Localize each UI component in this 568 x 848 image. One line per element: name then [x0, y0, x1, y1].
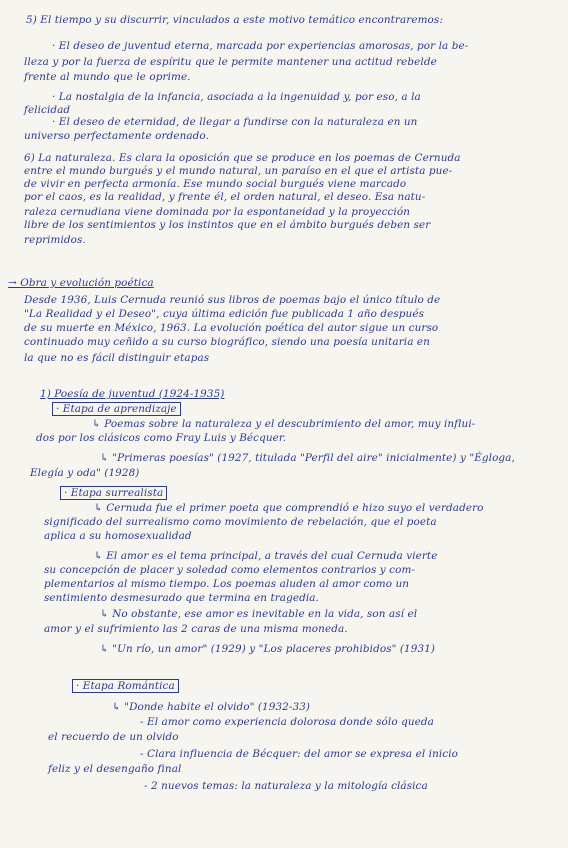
text-line: Desde 1936, Luis Cernuda reunió sus libros de poemas bajo el único título de — [24, 294, 441, 306]
text-line: ↳ El amor es el tema principal, a través del cual Cernuda vierte — [94, 550, 438, 562]
text-line: felicidad — [24, 104, 71, 116]
text-line: de vivir en perfecta armonía. Ese mundo social burgués viene marcado — [24, 178, 407, 190]
stage-label — [60, 487, 167, 500]
text-line: el recuerdo de un olvido — [48, 731, 179, 743]
stage-label — [72, 680, 179, 693]
section-heading: → Obra y evolución poética — [8, 277, 154, 289]
text-line: universo perfectamente ordenado. — [24, 130, 209, 142]
text-line: amor y el sufrimiento las 2 caras de una misma moneda. — [44, 623, 348, 635]
text-line: Elegía y oda" (1928) — [30, 467, 140, 479]
text-line: feliz y el desengaño final — [48, 763, 182, 775]
text-line: su concepción de placer y soledad como elementos contrarios y com- — [44, 564, 416, 576]
text-line: ↳ No obstante, ese amor es inevitable en la vida, son así el — [100, 608, 418, 620]
text-line: · La nostalgia de la infancia, asociada a la ingenuidad y, por eso, a la — [52, 91, 421, 103]
text-line: dos por los clásicos como Fray Luis y Bécquer. — [36, 432, 287, 444]
text-line: entre el mundo burgués y el mundo natural, un paraíso en el que el artista pue- — [24, 165, 453, 177]
text-line: ↳ "Un río, un amor" (1929) y "Los placeres prohibidos" (1931) — [100, 643, 436, 655]
stage-box: · Etapa de aprendizaje — [52, 402, 181, 416]
text-line: "La Realidad y el Deseo", cuya última edición fue publicada 1 año después — [24, 308, 425, 320]
text-line: lleza y por la fuerza de espíritu que le permite mantener una actitud rebelde — [24, 56, 437, 68]
text-line: 5) El tiempo y su discurrir, vinculados a este motivo temático encontraremos: — [26, 14, 443, 26]
text-line: aplica a su homosexualidad — [44, 530, 192, 542]
text-line: - Clara influencia de Bécquer: del amor se expresa el inicio — [140, 748, 458, 760]
subsection-heading: 1) Poesía de juventud (1924-1935) — [40, 388, 225, 400]
text-line: por el caos, es la realidad, y frente él, el orden natural, el deseo. Esa natu- — [24, 191, 426, 203]
text-line: - El amor como experiencia dolorosa donde sólo queda — [140, 716, 434, 728]
text-line: reprimidos. — [24, 234, 86, 246]
text-line: - 2 nuevos temas: la naturaleza y la mitología clásica — [144, 780, 428, 792]
text-line: frente al mundo que le oprime. — [24, 71, 191, 83]
text-line: · El deseo de eternidad, de llegar a fundirse con la naturaleza en un — [52, 116, 418, 128]
text-line: plementarios al mismo tiempo. Los poemas aluden al amor como un — [44, 578, 410, 590]
text-line: raleza cernudiana viene dominada por la espontaneidad y la proyección — [24, 206, 411, 218]
stage-box: · Etapa surrealista — [60, 486, 167, 500]
text-line: ↳ Cernuda fue el primer poeta que comprendió e hizo suyo el verdadero — [94, 502, 484, 514]
text-line: la que no es fácil distinguir etapas — [24, 352, 210, 364]
stage-box: · Etapa Romántica — [72, 679, 179, 693]
text-line: significado del surrealismo como movimiento de rebelación, que el poeta — [44, 516, 437, 528]
text-line: 6) La naturaleza. Es clara la oposición que se produce en los poemas de Cernuda — [24, 152, 461, 164]
text-line: sentimiento desmesurado que termina en tragedia. — [44, 592, 319, 604]
text-line: · El deseo de juventud eterna, marcada por experiencias amorosas, por la be- — [52, 40, 469, 52]
text-line: ↳ "Primeras poesías" (1927, titulada "Perfil del aire" inicialmente) y "Égloga, — [100, 452, 515, 464]
stage-label — [52, 403, 181, 416]
text-line: de su muerte en México, 1963. La evolución poética del autor sigue un curso — [24, 322, 439, 334]
text-line: ↳ "Donde habite el olvido" (1932-33) — [112, 701, 311, 713]
text-line: ↳ Poemas sobre la naturaleza y el descubrimiento del amor, muy influi- — [92, 418, 476, 430]
text-line: libre de los sentimientos y los instintos que en el ámbito burgués deben ser — [24, 219, 431, 231]
text-line: continuado muy ceñido a su curso biográfico, siendo una poesía unitaria en — [24, 336, 430, 348]
